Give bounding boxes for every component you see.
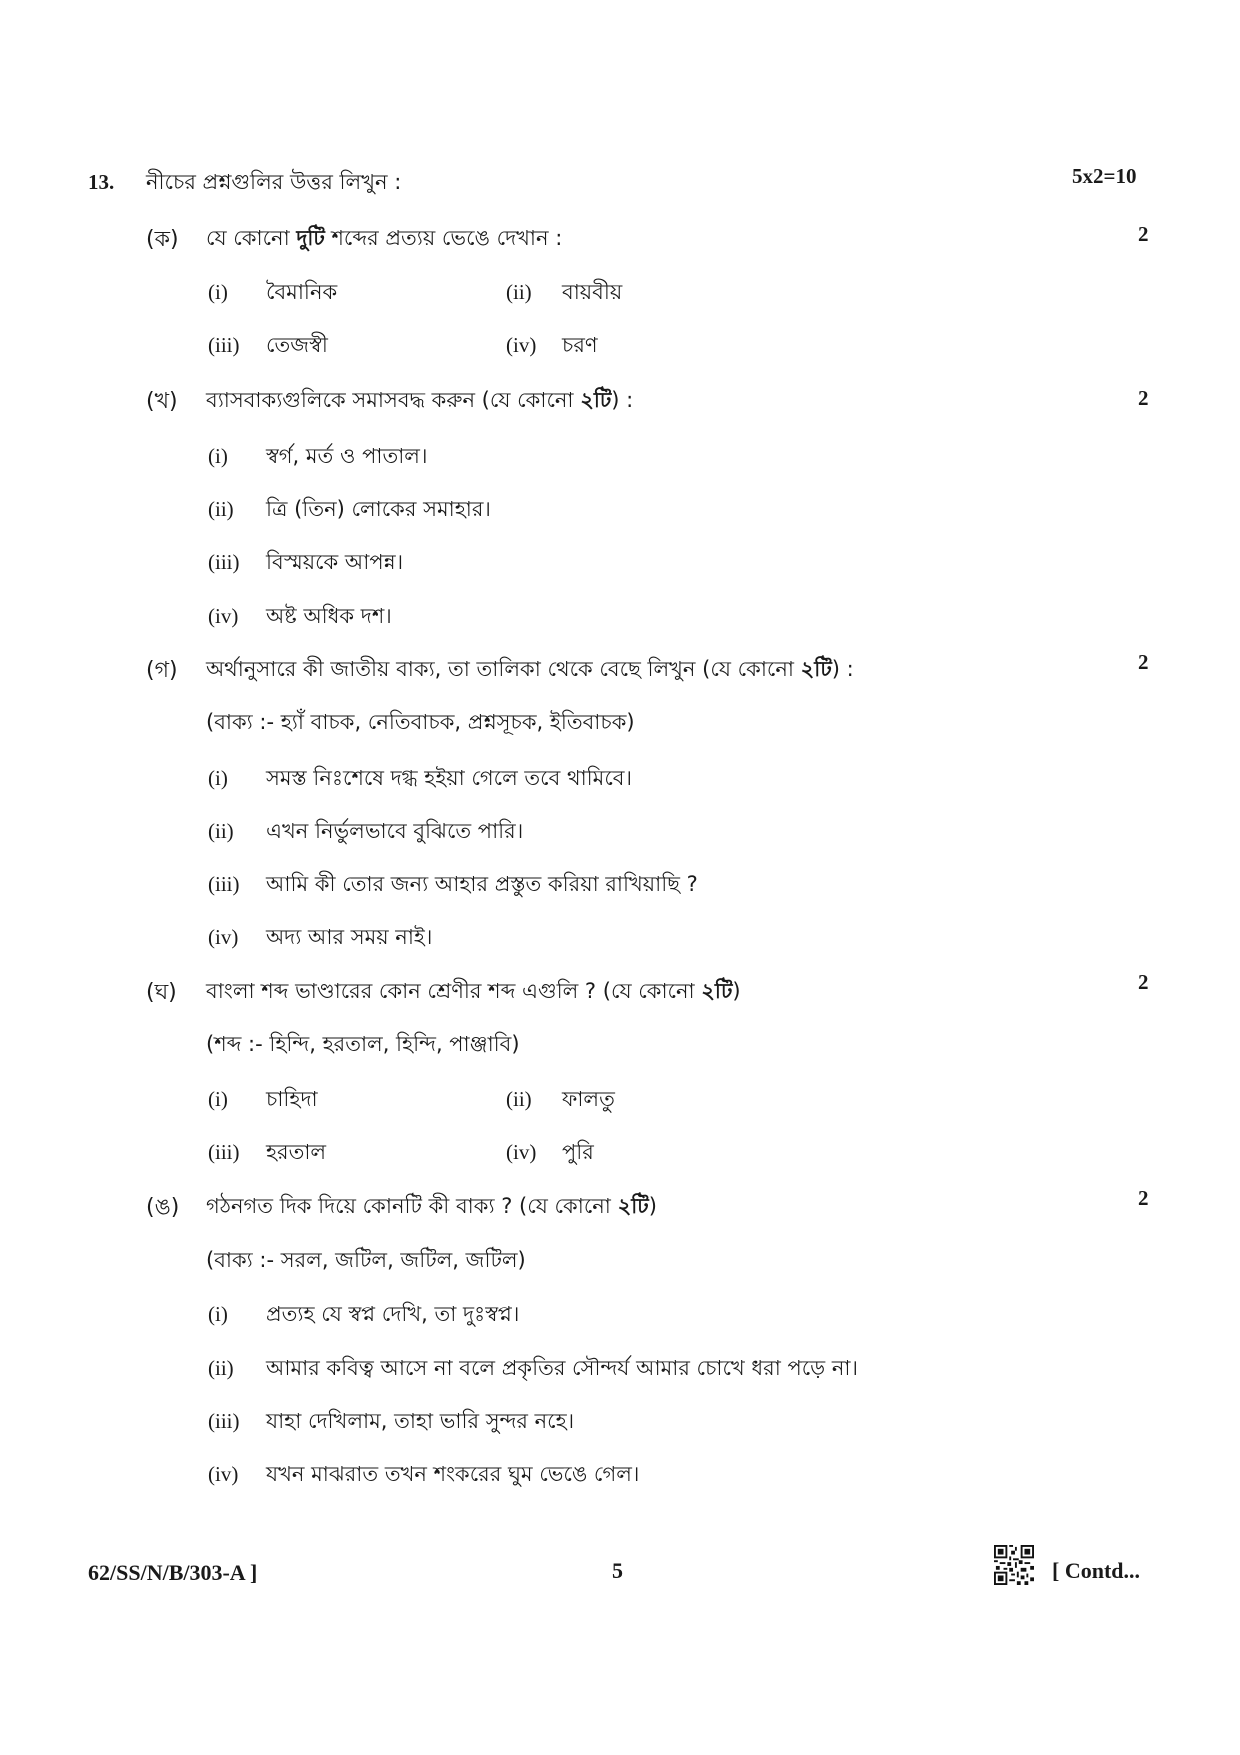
part-ka-item-text: বৈমানিক	[266, 280, 338, 304]
part-kha-item-num: (iii)	[208, 550, 240, 574]
part-gha-instruction: বাংলা শব্দ ভাণ্ডারের কোন শ্রেণীর শব্দ এগুলি ? (যে কোনো ২টি)	[206, 979, 741, 1003]
part-gha-marks: 2	[1138, 970, 1149, 994]
part-ga-item-text: আমি কী তোর জন্য আহার প্রস্তুত করিয়া রাখিয়াছি ?	[266, 872, 698, 896]
part-gha-item-num: (iv)	[506, 1140, 537, 1164]
part-gha-item-text: হরতাল	[266, 1140, 327, 1164]
part-uma-item-num: (iv)	[208, 1462, 239, 1486]
qr-code-icon	[994, 1545, 1034, 1585]
part-uma-item-num: (i)	[208, 1302, 228, 1326]
paper-code: 62/SS/N/B/303-A ]	[88, 1560, 258, 1585]
part-ka-label: (ক)	[146, 227, 179, 252]
part-kha-item-text: স্বর্গ, মর্ত ও পাতাল।	[266, 444, 428, 468]
part-uma-item-num: (iii)	[208, 1409, 240, 1433]
part-kha-marks: 2	[1138, 386, 1149, 410]
part-ga-item-num: (ii)	[208, 819, 234, 843]
part-ga-item-num: (iv)	[208, 925, 239, 949]
part-kha-item-text: বিস্ময়কে আপন্ন।	[266, 550, 404, 574]
part-ka-item-text: চরণ	[562, 333, 598, 357]
part-ga-marks: 2	[1138, 650, 1149, 674]
part-ka-item-text: বায়বীয়	[562, 280, 623, 304]
part-gha-item-text: চাহিদা	[266, 1087, 318, 1111]
part-uma-label: (ঙ)	[146, 1195, 180, 1220]
part-ga-item-text: এখন নির্ভুলভাবে বুঝিতে পারি।	[266, 819, 524, 843]
part-gha-label: (ঘ)	[146, 980, 177, 1005]
part-kha-item-text: অষ্ট অধিক দশ।	[266, 604, 392, 628]
part-ga-hint: (বাক্য :- হ্যাঁ বাচক, নেতিবাচক, প্রশ্নসূচক, ইতিবাচক)	[206, 710, 635, 734]
part-ka-item-num: (i)	[208, 280, 228, 304]
part-ka-item-num: (iv)	[506, 333, 537, 357]
part-uma-item-text: যখন মাঝরাত তখন শংকরের ঘুম ভেঙে গেল।	[266, 1462, 640, 1486]
part-uma-item-text: আমার কবিত্ব আসে না বলে প্রকৃতির সৌন্দর্য আমার চোখে ধরা পড়ে না।	[266, 1356, 858, 1380]
part-ka-marks: 2	[1138, 222, 1149, 246]
part-uma-item-text: যাহা দেখিলাম, তাহা ভারি সুন্দর নহে।	[266, 1409, 575, 1433]
part-ka-item-text: তেজস্বী	[266, 333, 328, 357]
part-kha-item-text: ত্রি (তিন) লোকের সমাহার।	[266, 497, 491, 521]
part-ga-item-text: অদ্য আর সময় নাই।	[266, 925, 433, 949]
part-ka-item-num: (ii)	[506, 280, 532, 304]
part-gha-item-text: ফালতু	[562, 1087, 615, 1111]
part-ga-item-num: (i)	[208, 766, 228, 790]
part-uma-item-num: (ii)	[208, 1356, 234, 1380]
part-kha-item-num: (ii)	[208, 497, 234, 521]
part-uma-item-text: প্রত্যহ যে স্বপ্ন দেখি, তা দুঃস্বপ্ন।	[266, 1302, 520, 1326]
part-gha-item-num: (ii)	[506, 1087, 532, 1111]
part-kha-item-num: (i)	[208, 444, 228, 468]
part-uma-hint: (বাক্য :- সরল, জটিল, জটিল, জটিল)	[206, 1248, 526, 1272]
part-gha-item-text: পুরি	[562, 1140, 594, 1164]
question-total-marks: 5x2=10	[1072, 164, 1137, 188]
part-uma-marks: 2	[1138, 1186, 1149, 1210]
part-uma-instruction: গঠনগত দিক দিয়ে কোনটি কী বাক্য ? (যে কোনো ২টি)	[206, 1194, 657, 1218]
continued-marker: [ Contd...	[1052, 1558, 1141, 1583]
part-gha-item-num: (i)	[208, 1087, 228, 1111]
part-gha-hint: (শব্দ :- হিন্দি, হরতাল, হিন্দি, পাঞ্জাবি)	[206, 1032, 520, 1056]
question-heading: নীচের প্রশ্নগুলির উত্তর লিখুন :	[146, 170, 402, 194]
part-ka-instruction: যে কোনো দুটি শব্দের প্রত্যয় ভেঙে দেখান :	[206, 226, 563, 250]
question-number: 13.	[88, 170, 115, 194]
part-kha-instruction: ব্যাসবাক্যগুলিকে সমাসবদ্ধ করুন (যে কোনো ২টি) :	[206, 388, 634, 412]
page-number: 5	[612, 1558, 623, 1583]
part-kha-label: (খ)	[146, 389, 178, 414]
part-ga-instruction: অর্থানুসারে কী জাতীয় বাক্য, তা তালিকা থেকে বেছে লিখুন (যে কোনো ২টি) :	[206, 657, 854, 681]
part-kha-item-num: (iv)	[208, 604, 239, 628]
part-ka-item-num: (iii)	[208, 333, 240, 357]
part-ga-item-num: (iii)	[208, 872, 240, 896]
part-gha-item-num: (iii)	[208, 1140, 240, 1164]
part-ga-item-text: সমস্ত নিঃশেষে দগ্ধ হইয়া গেলে তবে থামিবে।	[266, 766, 632, 790]
part-ga-label: (গ)	[146, 658, 178, 683]
